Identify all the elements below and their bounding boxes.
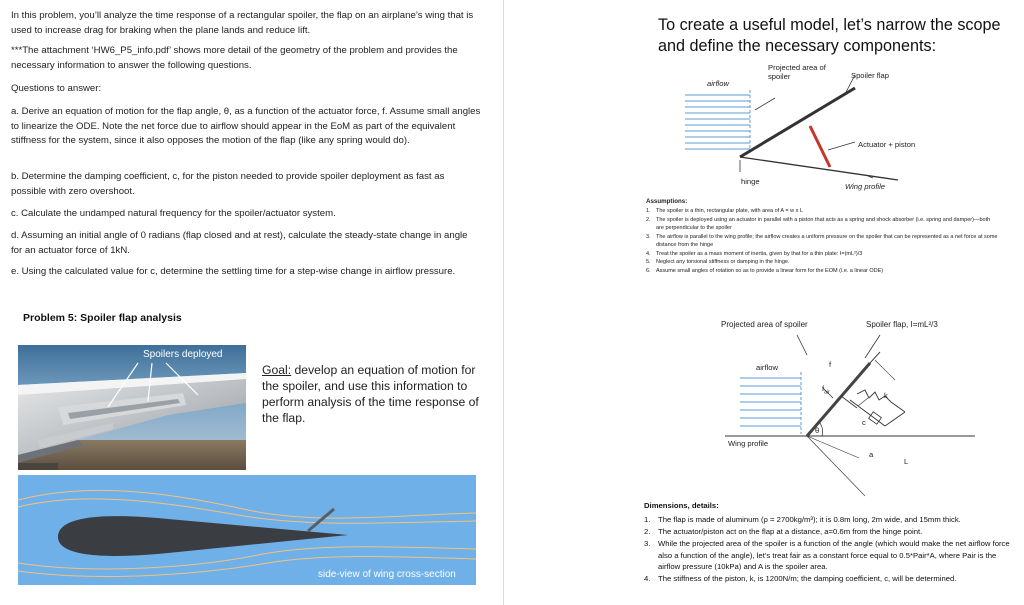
- dimension-item: 4. The stiffness of the piston, k, is 1200N/m; the damping coefficient, c, will be determined.: [644, 574, 957, 584]
- goal-statement: [262, 362, 492, 426]
- goal-text: develop an equation of motion for the spoiler, and use this information to perform analysis of the time response of the flap.: [262, 363, 479, 425]
- d1-label-wing-profile: Wing profile: [845, 182, 886, 191]
- d2-label-airflow: airflow: [756, 363, 778, 372]
- right-title: [658, 15, 1001, 57]
- column-divider: [503, 0, 504, 605]
- d2-label-k: k: [884, 391, 888, 400]
- question-d: d. Assuming an initial angle of 0 radians (flap closed and at rest), calculate the steady-state change in angle for an actuator force of 1kN.: [11, 230, 468, 256]
- problem-title: Problem 5: Spoiler flap analysis: [23, 312, 182, 324]
- intro-paragraph: In this problem, you’ll analyze the time response of a rectangular spoiler, the flap on an airplane’s wing that is used to increase drag for braking when the plane lands and reduce lift.: [11, 10, 474, 36]
- d2-label-fair-sub: air: [824, 389, 830, 396]
- spoiler-photo: [18, 345, 246, 470]
- assumption-item: 4. Treat the spoiler as a mass moment of inertia, given by that for a thin plate: I=(mL²)/3: [646, 250, 863, 257]
- diagram-spoiler-model: [725, 330, 985, 500]
- d1-label-projected-line-1: Projected area of: [768, 63, 826, 72]
- d1-label-actuator: Actuator + piston: [858, 140, 916, 149]
- question-c: c. Calculate the undamped natural frequency for the spoiler/actuator system.: [11, 208, 336, 219]
- d2-label-fair: [822, 384, 830, 396]
- dimension-item: 2. The actuator/piston act on the flap at a distance, a=0.6m from the hinge point.: [644, 527, 923, 537]
- d1-label-hinge: hinge: [741, 177, 760, 186]
- dimensions-list: [644, 514, 1020, 584]
- photo-caption: Spoilers deployed: [143, 349, 223, 360]
- cross-section-caption: side-view of wing cross-section: [318, 569, 456, 580]
- question-b: b. Determine the damping coefficient, c, for the piston needed to provide spoiler deployment as fast as possible with zero overshoot.: [11, 171, 445, 197]
- d2-label-fair-main: f: [822, 384, 825, 393]
- d1-label-projected: [768, 63, 826, 81]
- dimension-item: 3. While the projected area of the spoiler is a function of the angle (which would make the net airflow force also a function of the angle), let’s treat fair as a constant force equal to 0.5*Pair*A, where Pair is the airflow pressure (10kPa) and A is the spoiler area.: [644, 539, 1010, 571]
- question-e: e. Using the calculated value for c, determine the settling time for a step-wise change in airflow pressure.: [11, 266, 456, 277]
- d1-label-airflow: airflow: [707, 79, 729, 88]
- assumption-item: 5. Neglect any torsional stiffness or damping in the hinge.: [646, 259, 790, 265]
- assumption-item: 3. The airflow is parallel to the wing profile; the airflow creates a uniform pressure on the spoiler that can be represented as a net force at some distance from the hinge: [646, 233, 998, 248]
- d2-label-f: f: [829, 360, 832, 369]
- question-a: a. Derive an equation of motion for the flap angle, θ, as a function of the actuator force, f. Assume small angles to linearize the ODE. Note the net force due to airflow should appear in the EoM as part of the equivalent stiffness for the system, since it also opposes the motion of the flap (like any spring would do).: [11, 106, 481, 146]
- assumptions-heading: Assumptions:: [646, 198, 688, 205]
- wing-cross-section: [18, 475, 476, 585]
- d1-label-projected-line-2: spoiler: [768, 72, 791, 81]
- d2-label-spoiler-flap: Spoiler flap, I=mL²/3: [866, 320, 938, 329]
- d2-label-L: L: [904, 457, 909, 466]
- questions-heading: Questions to answer:: [11, 83, 102, 94]
- goal-label: Goal:: [262, 363, 292, 377]
- right-title-line-1: To create a useful model, let’s narrow the scope: [658, 16, 1001, 34]
- d2-label-projected: Projected area of spoiler: [721, 320, 808, 329]
- right-title-line-2: and define the necessary components:: [658, 37, 937, 55]
- d1-label-spoiler-flap: Spoiler flap: [851, 71, 889, 80]
- d2-label-c: c: [862, 418, 866, 427]
- d2-label-a: a: [869, 450, 874, 459]
- d2-label-wing-profile: Wing profile: [728, 439, 769, 448]
- dimension-item: 1. The flap is made of aluminum (ρ = 2700kg/m³); it is 0.8m long, 2m wide, and 15mm thick.: [644, 515, 961, 524]
- dimensions-heading: Dimensions, details:: [644, 501, 719, 510]
- assumption-item: 2. The spoiler is deployed using an actuator in parallel with a piston that acts as a spring and shock absorber (i.e. spring and damper)—both are perpendicular to the spoiler: [646, 216, 991, 231]
- assumptions-list: [646, 207, 998, 275]
- attachment-note: ***The attachment ‘HW6_P5_info.pdf’ shows more detail of the geometry of the problem and provides the necessary information to answer the following questions.: [11, 45, 458, 71]
- assumption-item: 1. The spoiler is a thin, rectangular plate, with area of A = w x L: [646, 208, 803, 214]
- d2-label-theta: θ: [815, 426, 820, 435]
- assumption-item: 6. Assume small angles of rotation so as to provide a linear form for the EOM (i.e. a linear ODE): [646, 267, 884, 274]
